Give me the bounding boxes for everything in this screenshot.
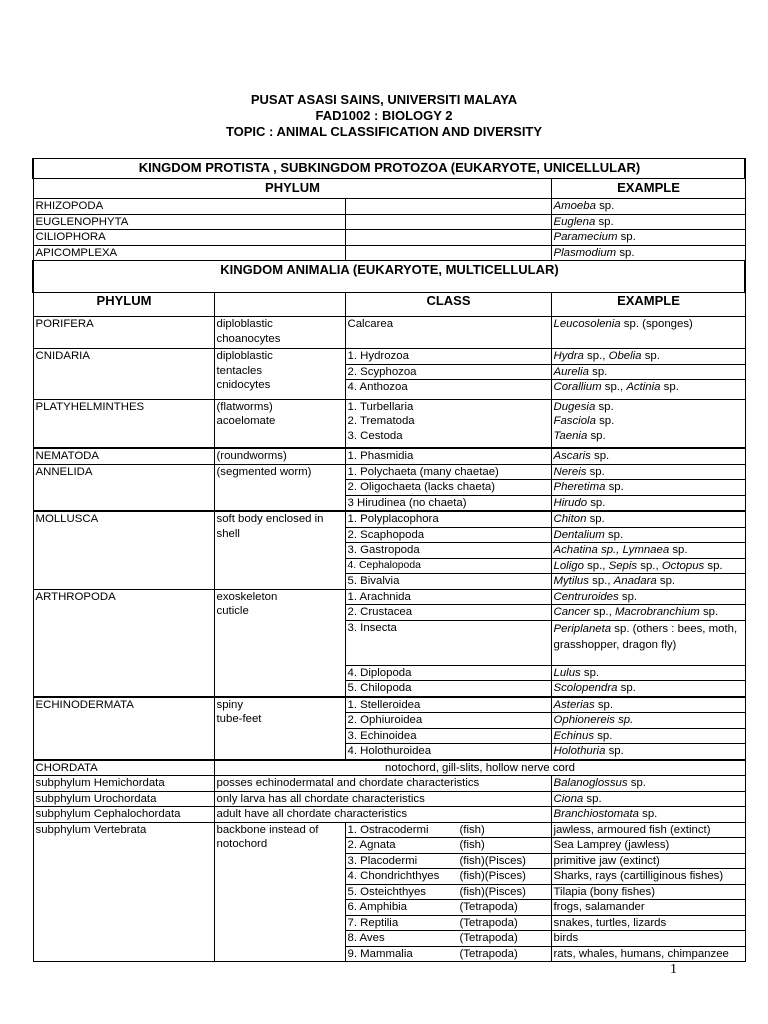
vertebrate-class-group: (fish) bbox=[459, 839, 485, 851]
classification-table bbox=[32, 158, 746, 962]
example-cell: Euglena sp. bbox=[551, 214, 745, 230]
vertebrate-example: frogs, salamander bbox=[552, 899, 745, 915]
protista-example-header: EXAMPLE bbox=[551, 179, 745, 199]
vertebrate-class-name: 7. Reptilia bbox=[347, 916, 399, 929]
subphylum-cell: subphylum Urochordata bbox=[33, 791, 214, 807]
course-code: FAD1002 : BIOLOGY 2 bbox=[315, 108, 453, 123]
subphylum-cell: subphylum Hemichordata bbox=[33, 776, 214, 792]
table-row bbox=[33, 349, 745, 400]
table-row bbox=[33, 697, 745, 760]
protista-title-row bbox=[33, 159, 745, 179]
document-header bbox=[0, 92, 768, 140]
vertebrate-class-group: (fish)(Pisces) bbox=[459, 885, 526, 898]
vertebrate-class bbox=[346, 915, 551, 931]
example-cell: Centruroides sp. Cancer sp., Macrobranchium sp. Periplaneta sp. (others : bees, moth, grasshopper, dragon fly) Lulus sp. Scolopendra sp. bbox=[551, 589, 745, 697]
vertebrate-class bbox=[346, 946, 551, 962]
animalia-title-row bbox=[33, 261, 745, 293]
table-row bbox=[33, 511, 745, 589]
animalia-phylum-header: PHYLUM bbox=[33, 293, 214, 317]
table-row bbox=[33, 791, 745, 807]
phylum-cell: ANNELIDA bbox=[33, 464, 214, 511]
vertebrate-example: jawless, armoured fish (extinct) bbox=[553, 823, 711, 836]
characteristics-cell: (flatworms) acoelomate bbox=[214, 399, 345, 448]
class-cell: Calcarea bbox=[345, 317, 551, 349]
example-cell: Leucosolenia sp. (sponges) bbox=[551, 317, 745, 349]
example-cell: Ascaris sp. bbox=[551, 448, 745, 464]
table-row bbox=[33, 807, 745, 823]
vertebrate-class-group: (fish) bbox=[459, 823, 485, 836]
example-cell: Ciona sp. bbox=[551, 791, 745, 807]
table-row bbox=[33, 230, 745, 246]
characteristics-cell: exoskeleton cuticle bbox=[214, 589, 345, 697]
phylum-cell: NEMATODA bbox=[33, 448, 214, 464]
table-row bbox=[33, 448, 745, 464]
example-cell: Branchiostomata sp. bbox=[551, 807, 745, 823]
table-row bbox=[33, 760, 745, 776]
page-number: 1 bbox=[670, 962, 677, 977]
protista-header-row bbox=[33, 179, 745, 199]
vertebrate-class-name: 6. Amphibia bbox=[347, 901, 408, 913]
table-row bbox=[33, 317, 745, 349]
example-cell: Balanoglossus sp. bbox=[551, 776, 745, 792]
characteristics-cell: backbone instead of notochord bbox=[214, 822, 345, 962]
vertebrate-class bbox=[346, 930, 551, 946]
class-cell bbox=[345, 822, 551, 962]
subphylum-cell: subphylum Vertebrata bbox=[33, 822, 214, 962]
phylum-cell: CILIOPHORA bbox=[33, 230, 345, 246]
table-row bbox=[33, 214, 745, 230]
institution-title: PUSAT ASASI SAINS, UNIVERSITI MALAYA bbox=[250, 92, 518, 107]
vertebrate-example: snakes, turtles, lizards bbox=[552, 915, 745, 931]
animalia-header-row bbox=[33, 293, 745, 317]
example-cell: Amoeba sp. bbox=[551, 199, 745, 215]
vertebrate-class bbox=[346, 884, 551, 900]
vertebrate-class-group: (Tetrapoda) bbox=[459, 916, 518, 929]
vertebrate-example: rats, whales, humans, chimpanzee bbox=[552, 946, 745, 962]
characteristics-cell: diploblastic tentacles cnidocytes bbox=[214, 349, 345, 400]
table-row bbox=[33, 589, 745, 697]
animalia-class-header: CLASS bbox=[345, 293, 551, 317]
animalia-title: KINGDOM ANIMALIA (EUKARYOTE, MULTICELLULAR) bbox=[33, 261, 745, 293]
characteristics-cell: spiny tube-feet bbox=[214, 697, 345, 760]
vertebrate-class-group: (Tetrapoda) bbox=[459, 947, 518, 960]
phylum-cell: MOLLUSCA bbox=[33, 511, 214, 589]
phylum-cell: CNIDARIA bbox=[33, 349, 214, 400]
phylum-cell: RHIZOPODA bbox=[33, 199, 345, 215]
vertebrate-class-name: 3. Placodermi bbox=[347, 854, 418, 867]
example-cell: Plasmodium sp. bbox=[551, 245, 745, 261]
vertebrate-class-name: 4. Chondrichthyes bbox=[347, 870, 440, 882]
table-row bbox=[33, 776, 745, 792]
class-cell: 1. Arachnida 2. Crustacea 3. Insecta 4. Diplopoda 5. Chilopoda bbox=[345, 589, 551, 697]
example-cell: Nereis sp. Pheretima sp. Hirudo sp. bbox=[551, 464, 745, 511]
phylum-cell: EUGLENOPHYTA bbox=[33, 214, 345, 230]
vertebrate-example: primitive jaw (extinct) bbox=[552, 853, 745, 869]
vertebrate-class-group: (fish)(Pisces) bbox=[459, 854, 526, 867]
subphylum-description: adult have all chordate characteristics bbox=[214, 807, 551, 823]
subphylum-description: posses echinodermatal and chordate characteristics bbox=[214, 776, 551, 792]
vertebrate-class-name: 8. Aves bbox=[347, 932, 385, 944]
phylum-cell: ARTHROPODA bbox=[33, 589, 214, 697]
subphylum-cell: subphylum Cephalochordata bbox=[33, 807, 214, 823]
vertebrate-class-group: (Tetrapoda) bbox=[459, 901, 518, 913]
characteristics-cell: diploblastic choanocytes bbox=[214, 317, 345, 349]
example-cell: Asterias sp. Ophionereis sp. Echinus sp. Holothuria sp. bbox=[551, 697, 745, 760]
vertebrate-class bbox=[346, 853, 551, 869]
vertebrate-example: birds bbox=[552, 930, 745, 946]
vertebrate-class bbox=[346, 823, 551, 838]
table-row bbox=[33, 822, 745, 962]
class-cell: 1. Hydrozoa 2. Scyphozoa 4. Anthozoa bbox=[345, 349, 551, 400]
class-cell: 1. Turbellaria 2. Trematoda 3. Cestoda bbox=[345, 399, 551, 448]
topic-title: TOPIC : ANIMAL CLASSIFICATION AND DIVERSITY bbox=[225, 124, 543, 139]
vertebrate-class-group: (fish)(Pisces) bbox=[459, 870, 526, 882]
class-cell: 1. Phasmidia bbox=[345, 448, 551, 464]
vertebrate-example: Tilapia (bony fishes) bbox=[552, 884, 745, 900]
animalia-example-header: EXAMPLE bbox=[551, 293, 745, 317]
table-row bbox=[33, 245, 745, 261]
vertebrate-class-group: (Tetrapoda) bbox=[459, 932, 518, 944]
phylum-cell: ECHINODERMATA bbox=[33, 697, 214, 760]
class-cell: 1. Polyplacophora 2. Scaphopoda 3. Gastropoda 4. Cephalopoda 5. Bivalvia bbox=[345, 511, 551, 589]
phylum-cell: APICOMPLEXA bbox=[33, 245, 345, 261]
class-cell: 1. Polychaeta (many chaetae) 2. Oligochaeta (lacks chaeta) 3 Hirudinea (no chaeta) bbox=[345, 464, 551, 511]
vertebrate-class-name: 5. Osteichthyes bbox=[347, 885, 427, 898]
class-cell: 1. Stelleroidea 2. Ophiuroidea 3. Echinoidea 4. Holothuroidea bbox=[345, 697, 551, 760]
vertebrate-class bbox=[346, 837, 551, 853]
table-row bbox=[33, 199, 745, 215]
subphylum-description: only larva has all chordate characteristics bbox=[214, 791, 551, 807]
vertebrate-class bbox=[346, 899, 551, 915]
table-row bbox=[33, 399, 745, 448]
vertebrate-example: Sharks, rays (cartilliginous fishes) bbox=[552, 868, 745, 884]
characteristics-cell: soft body enclosed in shell bbox=[214, 511, 345, 589]
example-cell bbox=[551, 822, 745, 962]
vertebrate-class bbox=[346, 868, 551, 884]
characteristics-cell: (roundworms) bbox=[214, 448, 345, 464]
phylum-cell: CHORDATA bbox=[33, 760, 214, 776]
chordata-description: notochord, gill-slits, hollow nerve cord bbox=[214, 760, 745, 776]
example-cell: Chiton sp. Dentalium sp. Achatina sp., Lymnaea sp. Loligo sp., Sepis sp., Octopus sp. Mytilus sp., Anadara sp. bbox=[551, 511, 745, 589]
table-row bbox=[33, 464, 745, 511]
vertebrate-class-name: 9. Mammalia bbox=[347, 947, 413, 960]
phylum-cell: PORIFERA bbox=[33, 317, 214, 349]
example-cell: Dugesia sp. Fasciola sp. Taenia sp. bbox=[551, 399, 745, 448]
vertebrate-class-name: 1. Ostracodermi bbox=[347, 823, 429, 836]
characteristics-cell: (segmented worm) bbox=[214, 464, 345, 511]
example-cell: Paramecium sp. bbox=[551, 230, 745, 246]
protista-phylum-header: PHYLUM bbox=[33, 179, 551, 199]
example-cell: Hydra sp., Obelia sp. Aurelia sp. Corallium sp., Actinia sp. bbox=[551, 349, 745, 400]
phylum-cell: PLATYHELMINTHES bbox=[33, 399, 214, 448]
vertebrate-class-name: 2. Agnata bbox=[347, 839, 396, 851]
vertebrate-example: Sea Lamprey (jawless) bbox=[552, 837, 745, 853]
protista-title: KINGDOM PROTISTA , SUBKINGDOM PROTOZOA (EUKARYOTE, UNICELLULAR) bbox=[33, 159, 745, 179]
